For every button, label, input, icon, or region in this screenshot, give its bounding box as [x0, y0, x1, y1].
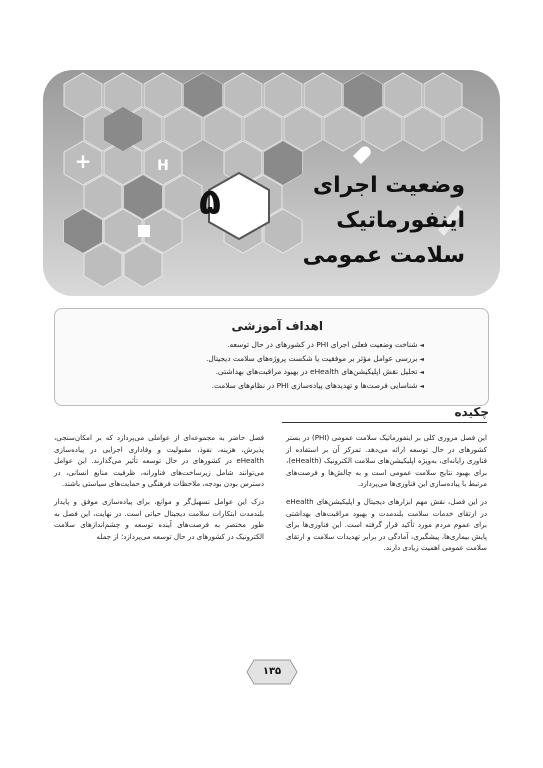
objectives-list — [84, 339, 424, 393]
chapter-title — [290, 168, 465, 273]
abstract-right-column — [286, 432, 487, 560]
page-number — [246, 659, 298, 685]
abstract-paragraph: در این فصل، نقش مهم ابزارهای دیجیتال و اپلیکیشن‌های eHealth در ارتقای خدمات سلامت بلندمدت و بهبود مراقبت‌های بهداشتی برای عموم مردم مورد تأکید قرار گرفته است. این فناوری‌ها برای پایش بیماری‌ها، پیشگیری، آمادگی در برابر تهدیدات سلامت و ارتقای سلامت عمومی اهمیت زیادی دارند. — [286, 496, 487, 553]
abstract-paragraph: این فصل مروری کلی بر اینفورماتیک سلامت عمومی (PHI) در بستر کشورهای در حال توسعه ارائه می‌دهد. تمرکز آن بر استفاده از فناوری رایانه‌ای، به‌ویژه اپلیکیشن‌های سلامت الکترونیک (eHealth)، برای بهبود نتایج سلامت عمومی است و به چالش‌ها و فرصت‌های مرتبط با پیاده‌سازی این فناوری‌ها می‌پردازد. — [286, 433, 487, 489]
objectives-box — [54, 308, 489, 406]
page-number-text: ۱۳۵ — [262, 666, 282, 677]
chapter-number: ۵ — [199, 182, 221, 223]
medical-cross-icon: + — [74, 149, 92, 173]
chapter-title-line: سلامت عمومی — [302, 243, 465, 268]
chapter-title-line: اینفورماتیک — [336, 208, 465, 233]
abstract-title: چکیده — [454, 405, 489, 419]
objective-item: ◄ شناسایی فرصت‌ها و تهدیدهای پیاده‌سازی PHI در نظام‌های سلامت. — [84, 380, 424, 394]
objectives-heading: اهداف آموزشی — [231, 319, 323, 333]
abstract-divider — [282, 422, 487, 423]
first-aid-icon — [138, 225, 150, 237]
objective-item: ◄ شناخت وضعیت فعلی اجرای PHI در کشورهای در حال توسعه. — [84, 339, 424, 353]
abstract-paragraph: فصل حاضر به مجموعه‌ای از عواملی می‌پردازد که بر امکان‌سنجی، پذیرش، هزینه، نفوذ، مقبولیت و وفاداری اجرایی در پیاده‌سازی eHealth در کشورهای در حال توسعه تأثیر می‌گذارند. این عوامل می‌توانند شامل زیرساخت‌های فناورانه، ظرفیت منابع انسانی، در دسترس بودن بودجه، ملاحظات فرهنگی و حمایت‌های سیاستی باشند. — [54, 433, 264, 489]
abstract-paragraph: درک این عوامل تسهیل‌گر و موانع، برای پیاده‌سازی موفق و پایدار بلندمدت ابتکارات سلامت دیجیتال حیاتی است. در نهایت، این فصل به طور مختصر به فرصت‌های آینده توسعه و چشم‌اندازهای سلامت الکترونیک در کشورهای در حال توسعه می‌پردازد؛ از جمله — [54, 496, 264, 541]
abstract-left-column — [54, 432, 264, 548]
objective-item: ◄ تحلیل نقش اپلیکیشن‌های eHealth در بهبود مراقبت‌های بهداشتی. — [84, 366, 424, 380]
chapter-title-line: وضعیت اجرای — [312, 173, 465, 198]
objective-item: ◄ بررسی عوامل مؤثر بر موفقیت یا شکست پروژه‌های سلامت دیجیتال. — [84, 353, 424, 367]
hospital-h-icon: H — [157, 158, 169, 174]
